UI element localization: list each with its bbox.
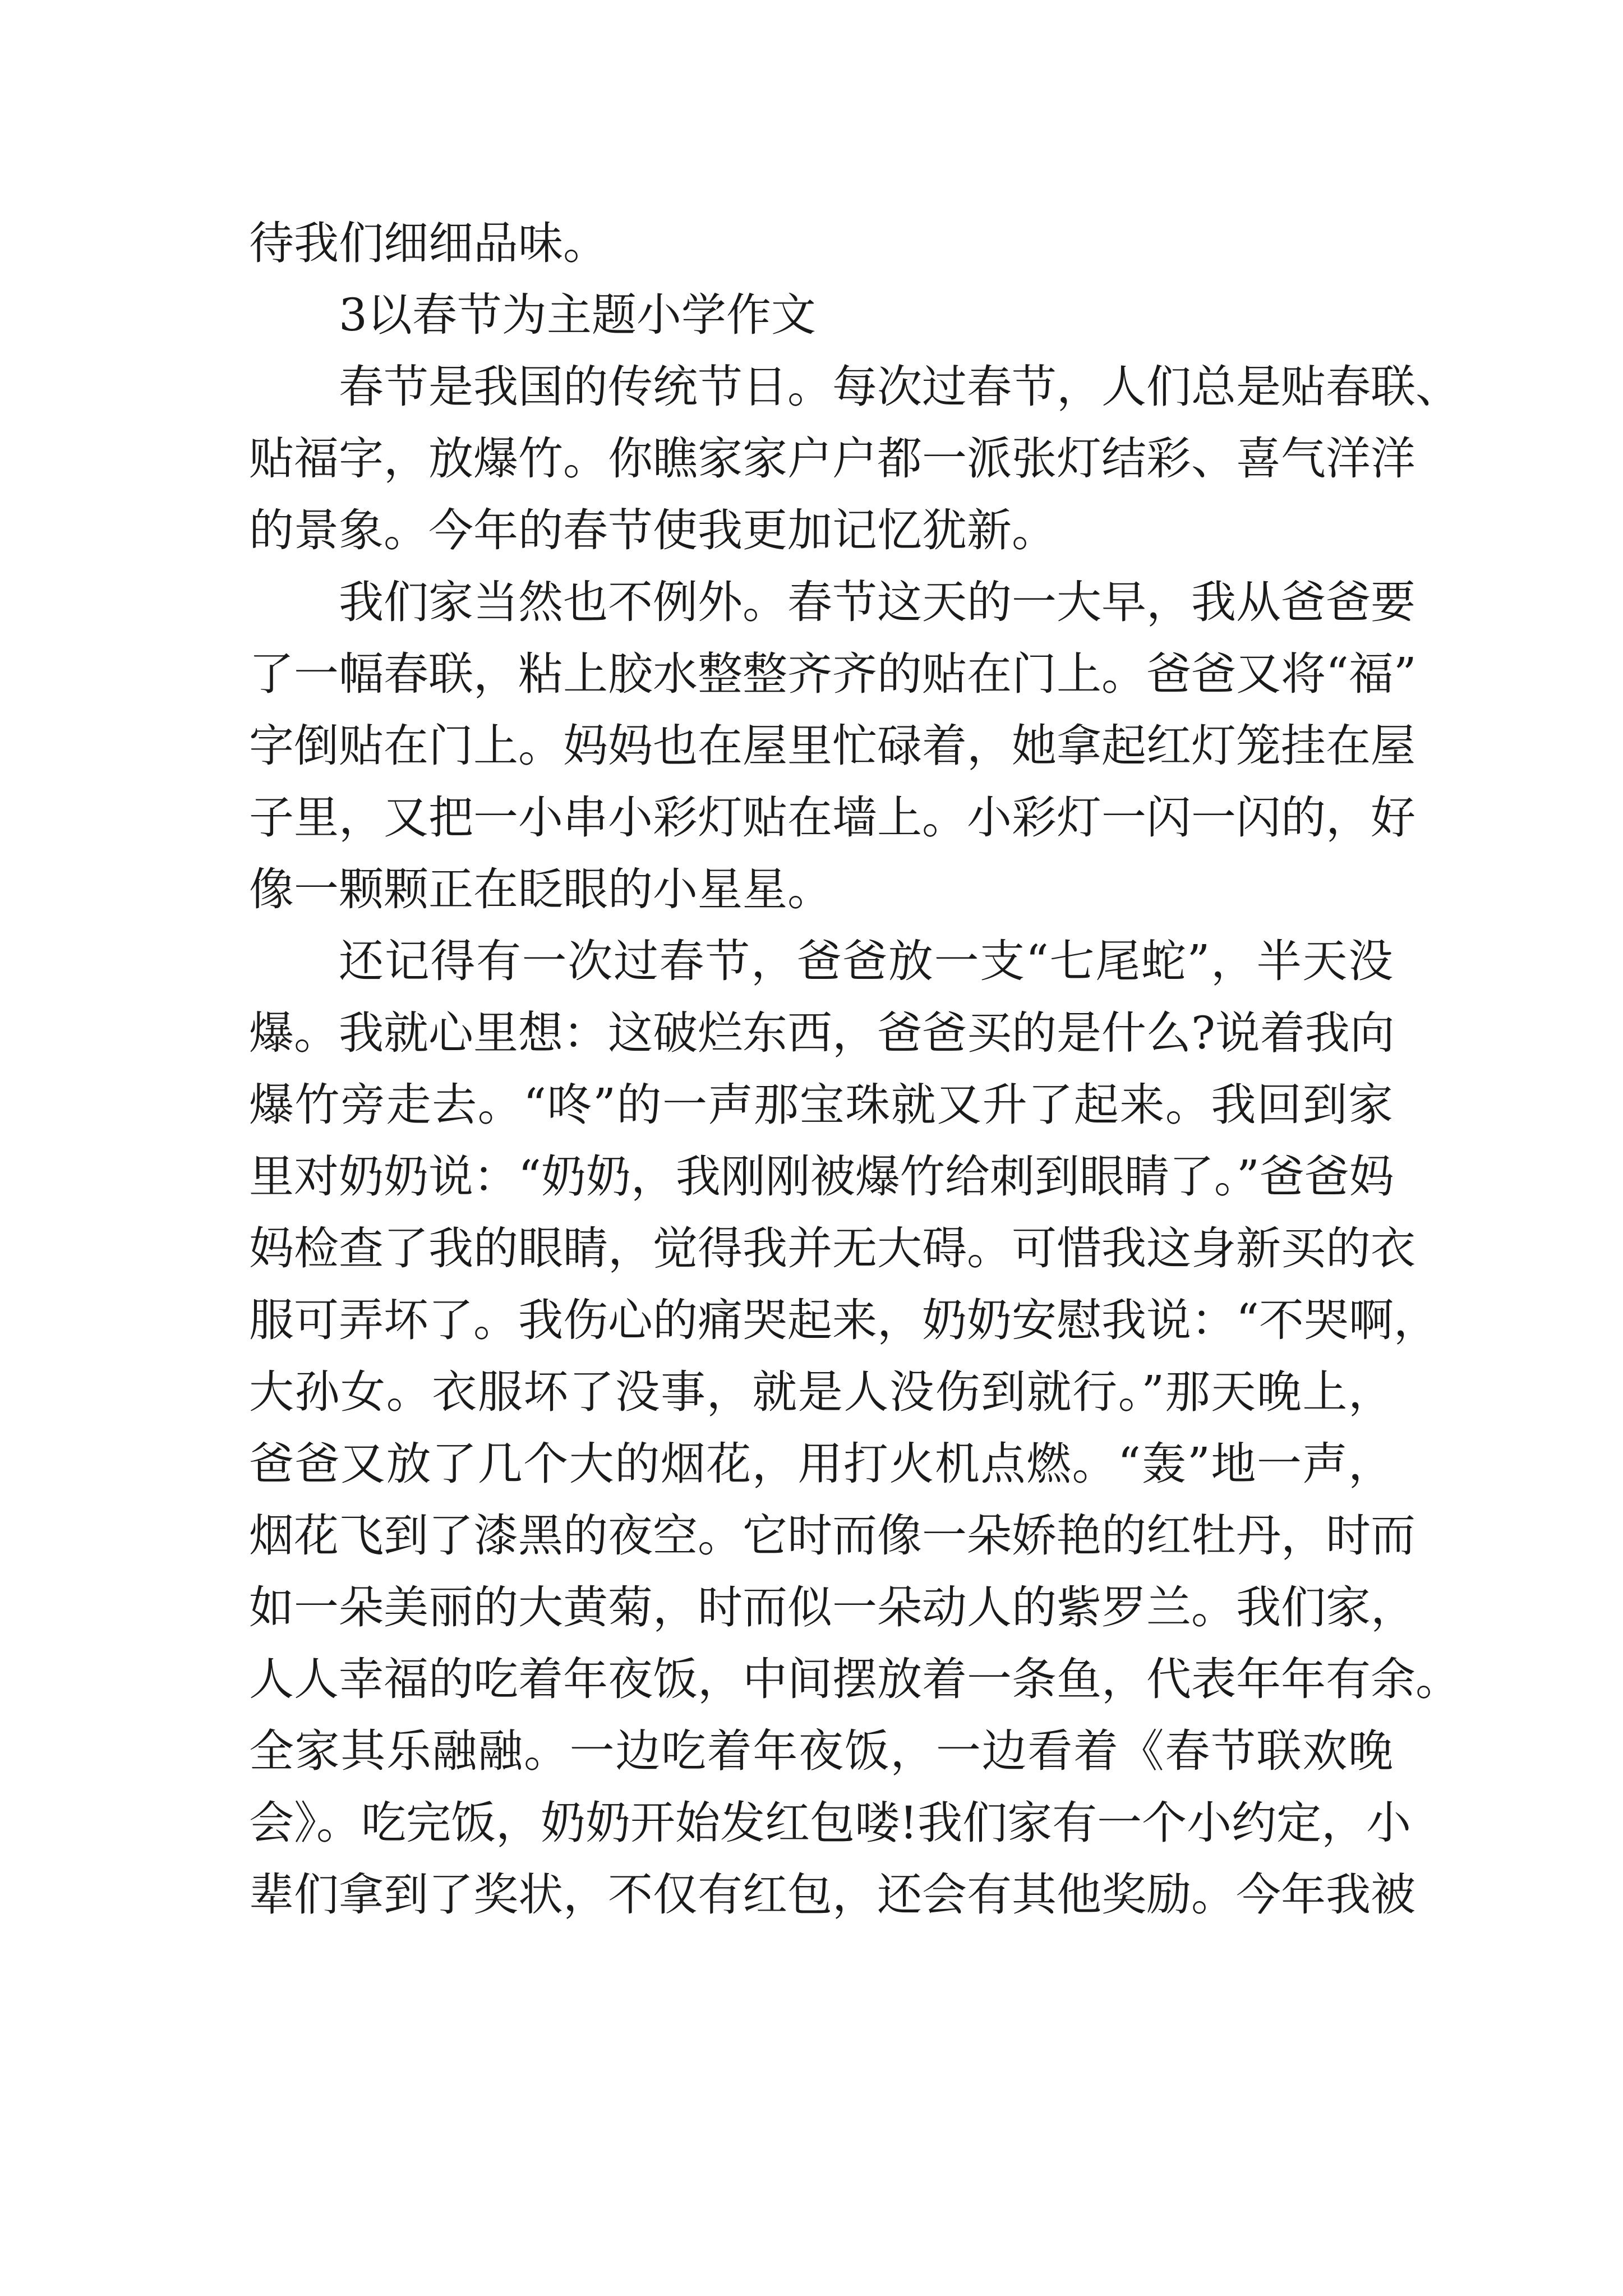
text-line: 了一幅春联，粘上胶水整整齐齐的贴在门上。爸爸又将“福”	[249, 648, 1417, 700]
text-line: 大孙女。衣服坏了没事，就是人没伤到就行。”那天晚上，	[249, 1366, 1393, 1418]
text-line: 如一朵美丽的大黄菊，时而似一朵动人的紫罗兰。我们家，	[249, 1581, 1415, 1634]
text-line: 妈检查了我的眼睛，觉得我并无大碍。可惜我这身新买的衣	[249, 1222, 1415, 1274]
text-line: 像一颗颗正在眨眼的小星星。	[249, 863, 832, 915]
text-line: 的景象。今年的春节使我更加记忆犹新。	[249, 504, 1057, 556]
text-line: 全家其乐融融。一边吃着年夜饭，一边看着《春节联欢晚	[249, 1725, 1393, 1777]
text-line: 我们家当然也不例外。春节这天的一大早，我从爸爸要	[339, 576, 1415, 628]
text-line: 服可弄坏了。我伤心的痛哭起来，奶奶安慰我说：“不哭啊，	[249, 1294, 1438, 1346]
section-heading: 3以春节为主题小学作文	[339, 289, 816, 341]
text-line: 春节是我国的传统节日。每次过春节，人们总是贴春联、	[339, 361, 1460, 413]
text-line: 辈们拿到了奖状，不仅有红包，还会有其他奖励。今年我被	[249, 1869, 1415, 1921]
document-body	[249, 208, 1460, 1931]
text-line: 里对奶奶说：“奶奶，我刚刚被爆竹给刺到眼睛了。”爸爸妈	[249, 1151, 1394, 1203]
text-line: 字倒贴在门上。妈妈也在屋里忙碌着，她拿起红灯笼挂在屋	[249, 720, 1415, 772]
text-line: 爆。我就心里想：这破烂东西，爸爸买的是什么?说着我向	[249, 1007, 1395, 1059]
text-line: 爆竹旁走去。“咚”的一声那宝珠就又升了起来。我回到家	[249, 1079, 1393, 1131]
text-line: 还记得有一次过春节，爸爸放一支“七尾蛇”，半天没	[339, 935, 1393, 987]
text-line: 会》。吃完饭，奶奶开始发红包喽!我们家有一个小约定，小	[249, 1797, 1412, 1849]
text-line: 爸爸又放了几个大的烟花，用打火机点燃。“轰”地一声，	[249, 1438, 1393, 1490]
text-line: 烟花飞到了漆黑的夜空。它时而像一朵娇艳的红牡丹，时而	[249, 1510, 1415, 1562]
text-line: 待我们细细品味。	[249, 217, 608, 269]
text-line: 贴福字，放爆竹。你瞧家家户户都一派张灯结彩、喜气洋洋	[249, 432, 1415, 485]
text-line: 人人幸福的吃着年夜饭，中间摆放着一条鱼，代表年年有余。	[249, 1653, 1460, 1705]
text-line: 子里，又把一小串小彩灯贴在墙上。小彩灯一闪一闪的，好	[249, 792, 1415, 844]
